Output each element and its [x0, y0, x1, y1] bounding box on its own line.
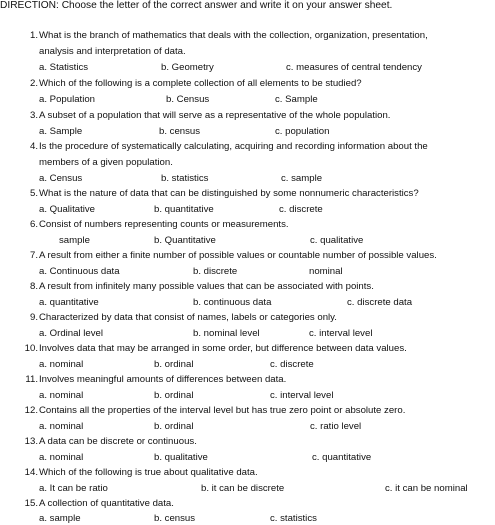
option-b: b. qualitative [154, 452, 208, 463]
option-b: b. census [154, 513, 196, 524]
option-b: b. it can be discrete [201, 483, 285, 494]
question-text-cont: analysis and interpretation of data. [39, 46, 186, 57]
option-b: b. Quantitative [154, 235, 216, 246]
question-number: 13. [24, 436, 38, 447]
question-text-cont: members of a given population. [39, 157, 173, 168]
question-number: 6. [29, 219, 38, 230]
question-number: 14. [24, 467, 38, 478]
question-number: 11. [25, 374, 38, 385]
option-b: b. ordinal [154, 359, 194, 370]
question-text: A data can be discrete or continuous. [39, 436, 197, 447]
question-text: A result from either a finite number of possible values or countable number of possible values. [39, 250, 437, 261]
question-text: Involves data that may be arranged in some order, but difference between data values. [39, 343, 407, 354]
question-number: 5. [29, 188, 38, 199]
question-text: Contains all the properties of the interval level but has true zero point or absolute zero. [39, 405, 406, 416]
option-c: c. qualitative [310, 235, 364, 246]
question-number: 2. [29, 78, 38, 89]
option-a: a. quantitative [39, 297, 99, 308]
option-a: a. Continuous data [39, 266, 120, 277]
question-text: Is the procedure of systematically calculating, acquiring and recording information about the [39, 141, 428, 152]
option-a: a. It can be ratio [39, 483, 108, 494]
option-a: a. nominal [39, 359, 84, 370]
option-b: b. ordinal [154, 421, 194, 432]
question-text: Involves meaningful amounts of differences between data. [39, 374, 287, 385]
option-c: c. quantitative [312, 452, 372, 463]
option-c: c. sample [281, 173, 323, 184]
option-b: b. quantitative [154, 204, 214, 215]
option-c: c. interval level [309, 328, 373, 339]
option-a: a. nominal [39, 452, 84, 463]
option-b: b. Census [166, 94, 210, 105]
question-text: Characterized by data that consist of names, labels or categories only. [39, 312, 337, 323]
question-number: 10. [24, 343, 38, 354]
option-c: c. interval level [270, 390, 334, 401]
question-number: 9. [29, 312, 38, 323]
option-c: c. measures of central tendency [286, 62, 422, 73]
option-a: a. Census [39, 173, 83, 184]
option-a: a. Qualitative [39, 204, 95, 215]
option-a: a. Sample [39, 126, 83, 137]
option-c: c. population [275, 126, 330, 137]
option-c: c. statistics [270, 513, 317, 524]
question-number: 15. [24, 498, 38, 509]
option-a: sample [59, 235, 90, 246]
question-text: A subset of a population that will serve as a representative of the whole population. [39, 110, 391, 121]
question-number: 7. [29, 250, 38, 261]
question-number: 3. [29, 110, 38, 121]
option-c: nominal [309, 266, 343, 277]
question-number: 1. [29, 30, 38, 41]
question-text: A collection of quantitative data. [39, 498, 174, 509]
option-c: c. Sample [275, 94, 318, 105]
option-a: a. Statistics [39, 62, 89, 73]
option-c: c. discrete [270, 359, 314, 370]
option-a: a. Population [39, 94, 96, 105]
option-c: c. discrete data [347, 297, 413, 308]
option-c: c. discrete [279, 204, 323, 215]
option-a: a. sample [39, 513, 81, 524]
option-a: a. nominal [39, 390, 84, 401]
option-a: a. nominal [39, 421, 84, 432]
question-text: Consist of numbers representing counts or measurements. [39, 219, 289, 230]
option-b: b. nominal level [193, 328, 260, 339]
question-number: 12. [24, 405, 38, 416]
question-number: 4. [29, 141, 38, 152]
question-text: A result from infinitely many possible values that can be associated with points. [39, 281, 374, 292]
direction-heading: DIRECTION: Choose the letter of the correct answer and write it on your answer sheet. [0, 0, 393, 11]
question-text: Which of the following is true about qualitative data. [39, 467, 258, 478]
option-b: b. census [159, 126, 201, 137]
option-b: b. continuous data [193, 297, 272, 308]
option-b: b. discrete [193, 266, 238, 277]
option-b: b. ordinal [154, 390, 194, 401]
option-b: b. Geometry [161, 62, 214, 73]
option-c: c. it can be nominal [385, 483, 468, 494]
option-c: c. ratio level [310, 421, 362, 432]
option-a: a. Ordinal level [39, 328, 103, 339]
question-text: What is the branch of mathematics that deals with the collection, organization, presentation, [39, 30, 428, 41]
option-b: b. statistics [161, 173, 209, 184]
question-text: Which of the following is a complete collection of all elements to be studied? [39, 78, 362, 89]
question-number: 8. [29, 281, 38, 292]
question-text: What is the nature of data that can be distinguished by some nonnumeric characteristics? [39, 188, 419, 199]
